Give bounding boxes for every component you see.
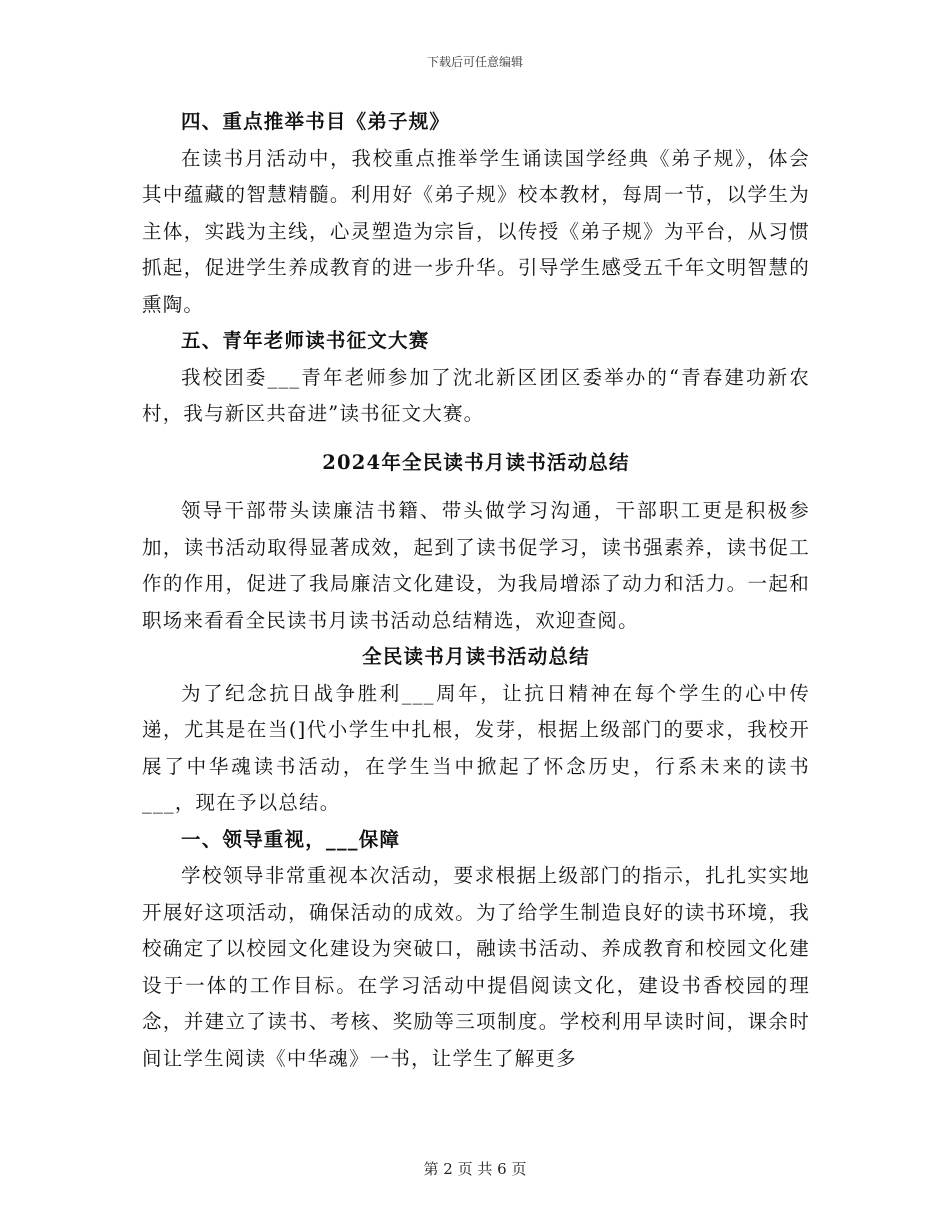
paragraph: 在读书月活动中，我校重点推举学生诵读国学经典《弟子规》，体会其中蕴藏的智慧精髓。利用好《弟子规》校本教材，每周一节，以学生为主体，实践为主线，心灵塑造为宗旨，以传授《弟子规》为平台，从习惯抓起，促进学生养成教育的进一步升华。引导学生感受五千年文明智慧的熏陶。 [142,146,810,316]
page-number: 第 2 页 共 6 页 [423,1160,527,1178]
paragraph: 学校领导非常重视本次活动，要求根据上级部门的指示，扎扎实实地开展好这项活动，确保活动的成效。为了给学生制造良好的读书环境，我校确定了以校园文化建设为突破口，融读书活动、养成教育和校园文化建设于一体的工作目标。在学习活动中提倡阅读文化，建设书香校园的理念，并建立了读书、考核、奖励等三项制度。学校利用早读时间，课余时间让学生阅读《中华魂》一书，让学生了解更多 [142,864,810,1070]
paragraph: 领导干部带头读廉洁书籍、带头做学习沟通，干部职工更是积极参加，读书活动取得显著成效，起到了读书促学习，读书强素养，读书促工作的作用，促进了我局廉洁文化建设，为我局增添了动力和活力。一起和职场来看看全民读书月读书活动总结精选，欢迎查阅。 [142,499,810,632]
page-header-note: 下载后可任意编辑 [426,55,523,69]
section-heading-4: 四、重点推举书目《弟子规》 [181,110,451,133]
document-body [142,104,810,1077]
paragraph: 我校团委___青年老师参加了沈北新区团区委举办的“青春建功新农村，我与新区共奋进”读书征文大赛。 [142,365,810,425]
article-subtitle: 全民读书月读书活动总结 [362,645,590,668]
paragraph: 为了纪念抗日战争胜利___周年，让抗日精神在每个学生的心中传递，尤其是在当(]代小学生中扎根，发芽，根据上级部门的要求，我校开展了中华魂读书活动，在学生当中掀起了怀念历史，行系未来的读书___，现在予以总结。 [142,681,810,814]
section-heading-1: 一、领导重视，___保障 [181,827,401,851]
section-heading-5: 五、青年老师读书征文大赛 [181,329,430,352]
article-title: 2024年全民读书月读书活动总结 [322,450,630,474]
